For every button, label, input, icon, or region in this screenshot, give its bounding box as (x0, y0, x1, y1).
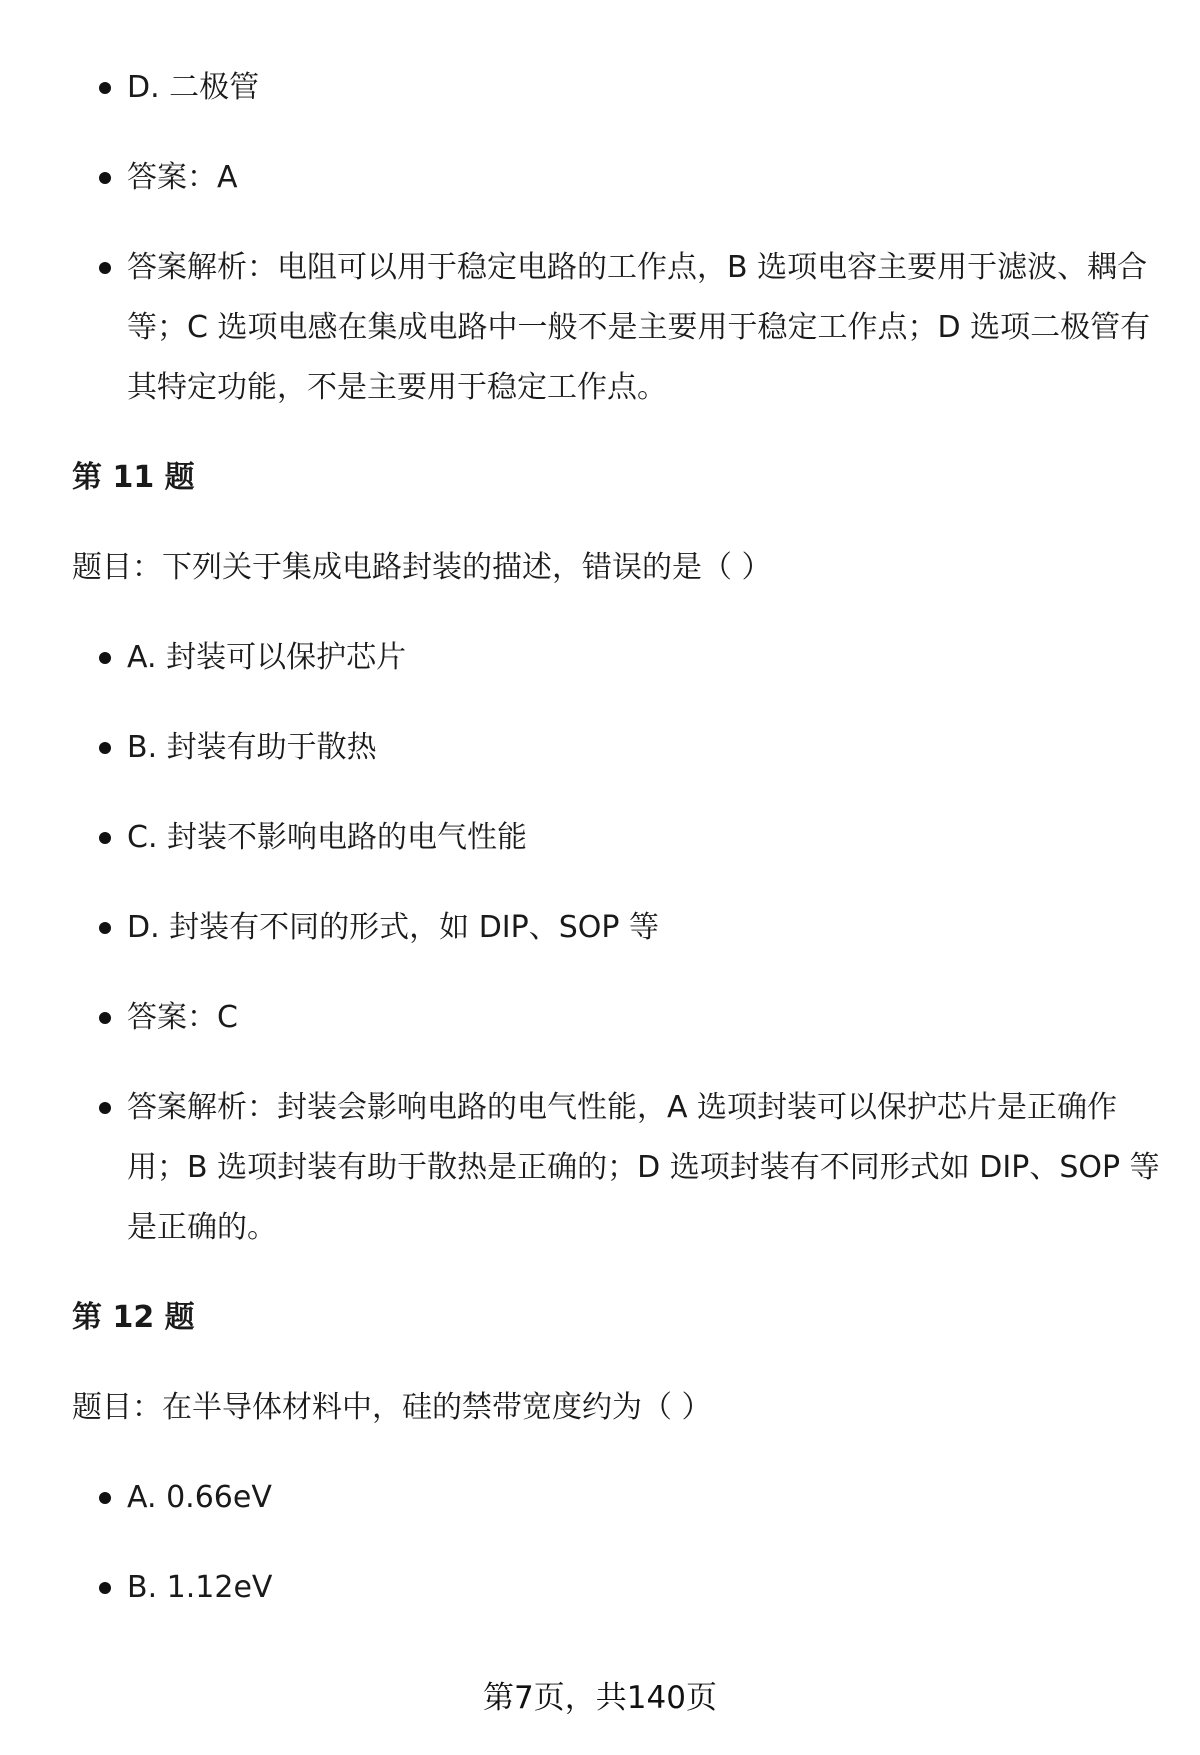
bullet-icon (99, 262, 111, 274)
explanation-text (127, 1078, 1160, 1258)
explanation-line: 用；B 选项封装有助于散热是正确的；D 选项封装有不同形式如 DIP、SOP 等 (127, 1150, 1160, 1185)
question-text: 题目：在半导体材料中，硅的禁带宽度约为（ ） (72, 1390, 712, 1425)
bullet-icon (99, 1492, 111, 1504)
question-text: 题目：下列关于集成电路封装的描述，错误的是（ ） (72, 550, 772, 585)
bullet-icon (99, 82, 111, 94)
page-number: 第7页，共140页 (483, 1680, 717, 1716)
bullet-icon (99, 922, 111, 934)
option-text: D. 二极管 (127, 70, 260, 105)
question-heading: 第 11 题 (72, 460, 195, 495)
option-text: D. 封装有不同的形式，如 DIP、SOP 等 (127, 910, 660, 945)
explanation-line: 答案解析：电阻可以用于稳定电路的工作点，B 选项电容主要用于滤波、耦合 (127, 250, 1148, 285)
bullet-icon (99, 1012, 111, 1024)
option-text: A. 封装可以保护芯片 (127, 640, 407, 675)
option-text: B. 封装有助于散热 (127, 730, 377, 765)
bullet-icon (99, 1102, 111, 1114)
option-text: B. 1.12eV (127, 1570, 273, 1605)
option-text: C. 封装不影响电路的电气性能 (127, 820, 528, 855)
explanation-line: 等；C 选项电感在集成电路中一般不是主要用于稳定工作点；D 选项二极管有 (127, 310, 1151, 345)
bullet-icon (99, 1582, 111, 1594)
explanation-line: 答案解析：封装会影响电路的电气性能，A 选项封装可以保护芯片是正确作 (127, 1090, 1118, 1125)
option-text: A. 0.66eV (127, 1480, 272, 1515)
bullet-icon (99, 742, 111, 754)
explanation-line: 是正确的。 (127, 1210, 277, 1245)
bullet-icon (99, 832, 111, 844)
explanation-line: 其特定功能，不是主要用于稳定工作点。 (127, 370, 667, 405)
question-heading: 第 12 题 (72, 1300, 195, 1335)
bullet-icon (99, 172, 111, 184)
answer-text: 答案：C (127, 1000, 238, 1035)
answer-text: 答案：A (127, 160, 238, 195)
explanation-text (127, 238, 1152, 418)
bullet-icon (99, 652, 111, 664)
